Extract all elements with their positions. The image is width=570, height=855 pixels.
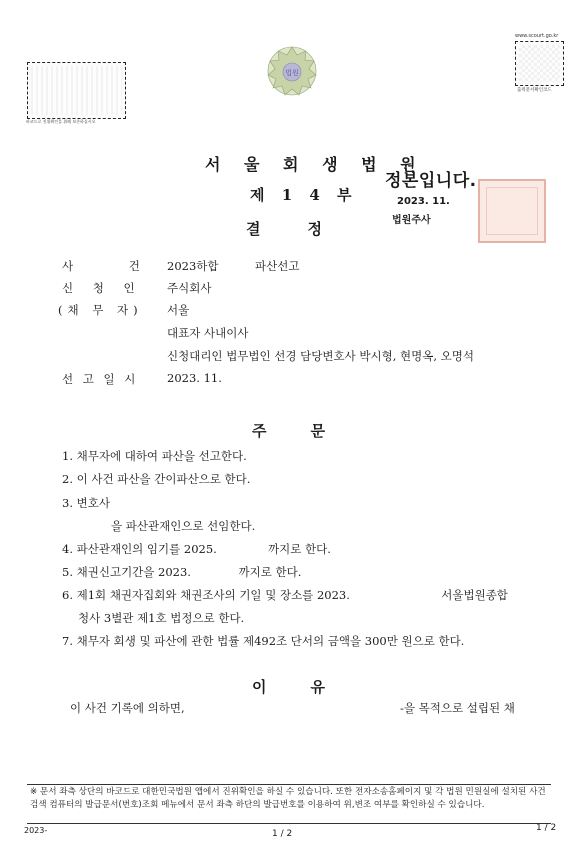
order-item-6: 6. 제1회 채권자집회와 채권조사의 기일 및 장소를 2023. 서울법원종합	[62, 588, 508, 602]
page-number-right: 1 / 2	[536, 823, 557, 833]
decision-date-label: 선 고 일 시	[62, 372, 139, 386]
order-heading-char-2: 문	[310, 422, 325, 440]
qr-url: www.scourt.go.kr	[515, 33, 559, 39]
division: 제 1 4 부	[250, 186, 358, 204]
reason-heading-char-2: 유	[310, 678, 325, 696]
page-number-center: 1 / 2	[272, 829, 293, 839]
barcode-box	[27, 62, 126, 119]
title-char-1: 결	[246, 220, 261, 238]
order-heading-char-1: 주	[252, 422, 267, 440]
debtor-address: 서울	[167, 303, 190, 317]
order-heading	[252, 420, 325, 441]
document-number: 2023-	[24, 826, 48, 835]
order-item-5: 5. 채권신고기간을 2023. 까지로 한다.	[62, 565, 302, 579]
order-item-3: 3. 변호사	[62, 496, 110, 510]
svg-text:법원: 법원	[285, 69, 299, 77]
order-item-4: 4. 파산관재인의 임기를 2025. 까지로 한다.	[62, 542, 331, 556]
certification-text: 정본입니다.	[385, 171, 477, 191]
order-item-7: 7. 채무자 회생 및 파산에 관한 법률 제492조 단서의 금액을 300만 원으로 한다.	[62, 634, 465, 648]
debtor-label: (채 무 자)	[58, 303, 143, 317]
decision-date-value: 2023. 11.	[167, 371, 222, 385]
order-item-1: 1. 채무자에 대하여 파산을 선고한다.	[62, 449, 247, 463]
court-seal-icon	[264, 43, 320, 99]
reason-heading-char-1: 이	[252, 678, 267, 696]
certification-date: 2023. 11.	[397, 196, 450, 207]
barcode-caption: 바코드로 진위확인을 위해 보존하십시오	[26, 119, 96, 124]
qr-caption: 출력문서확인코드	[517, 88, 552, 93]
order-item-2: 2. 이 사건 파산을 간이파산으로 한다.	[62, 472, 251, 486]
reason-text-right: -을 목적으로 설립된 채	[400, 701, 515, 715]
case-value: 2023하합 파산선고	[167, 259, 300, 273]
applicant-value: 주식회사	[167, 281, 212, 295]
order-item-6-cont: 청사 3별관 제1호 법정으로 한다.	[78, 611, 245, 625]
official-stamp	[478, 179, 546, 243]
attorneys: 신청대리인 법무법인 선경 담당변호사 박시형, 현명옥, 오명석	[167, 349, 474, 363]
reason-text-left: 이 사건 기록에 의하면,	[70, 701, 185, 715]
court-name: 서 울 회 생 법 원	[205, 155, 425, 174]
title-char-2: 정	[307, 220, 322, 238]
representative: 대표자 사내이사	[167, 326, 249, 340]
reason-heading	[252, 676, 325, 697]
document-title	[246, 218, 322, 239]
footer-notice: ※ 문서 좌측 상단의 바코드로 대한민국법원 앱에서 진위확인을 하실 수 있습니다. 또한 전자소송홈페이지 및 각 법원 민원실에 설치된 사건검색 컴퓨터의 발급문서(번호)조회 메뉴에서 문서 좌측 하단의 발급번호를 이용하여 위,변조 여부를 확인하실 수 있습니다.	[30, 787, 546, 810]
applicant-label: 신 청 인	[62, 281, 143, 295]
order-item-3-cont: 을 파산관재인으로 선임한다.	[111, 519, 256, 533]
certification-officer: 법원주사	[392, 215, 431, 226]
case-label: 사 건	[62, 259, 166, 273]
qr-code-box	[515, 41, 564, 86]
